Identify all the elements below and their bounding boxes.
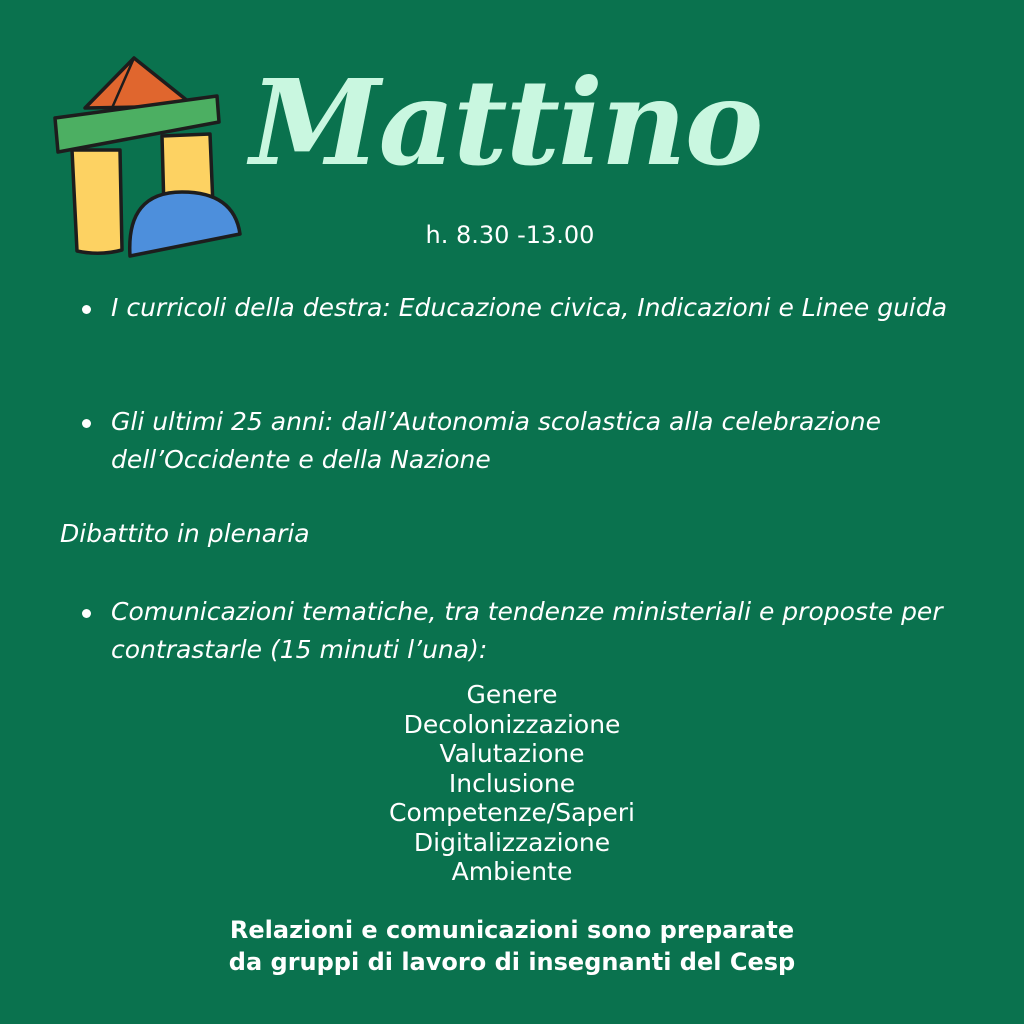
topic-item: Inclusione	[448, 768, 576, 798]
topic-item: Ambiente	[451, 857, 573, 886]
footer-note-line: da gruppi di lavoro di insegnanti del Cesp	[228, 948, 796, 976]
topic-item: Competenze/Saperi	[389, 798, 635, 827]
page-title: Mattino	[250, 53, 762, 192]
list-item: Comunicazioni tematiche, tra tendenze ministeriali e proposte per contrastarle (15 minuti l’una):	[80, 593, 970, 669]
topic-item: Genere	[466, 680, 558, 709]
topic-item: Digitalizzazione	[413, 827, 611, 857]
bullet-list	[80, 593, 970, 669]
footer-note	[112, 914, 912, 978]
plenary-heading: Dibattito in plenaria	[60, 519, 310, 548]
list-item: I curricoli della destra: Educazione civica, Indicazioni e Linee guida	[80, 289, 970, 327]
topic-item: Valutazione	[439, 739, 585, 768]
topics-list	[312, 680, 712, 887]
list-item: Gli ultimi 25 anni: dall’Autonomia scolastica alla celebrazione dell’Occidente e della Nazione	[80, 403, 970, 479]
footer-note-line: Relazioni e comunicazioni sono preparate	[229, 916, 795, 944]
time-range: h. 8.30 -13.00	[425, 221, 595, 249]
bullet-list	[80, 289, 970, 327]
bullet-list	[80, 403, 970, 479]
topic-item: Decolonizzazione	[403, 709, 621, 739]
toy-building-blocks-icon	[52, 52, 244, 264]
